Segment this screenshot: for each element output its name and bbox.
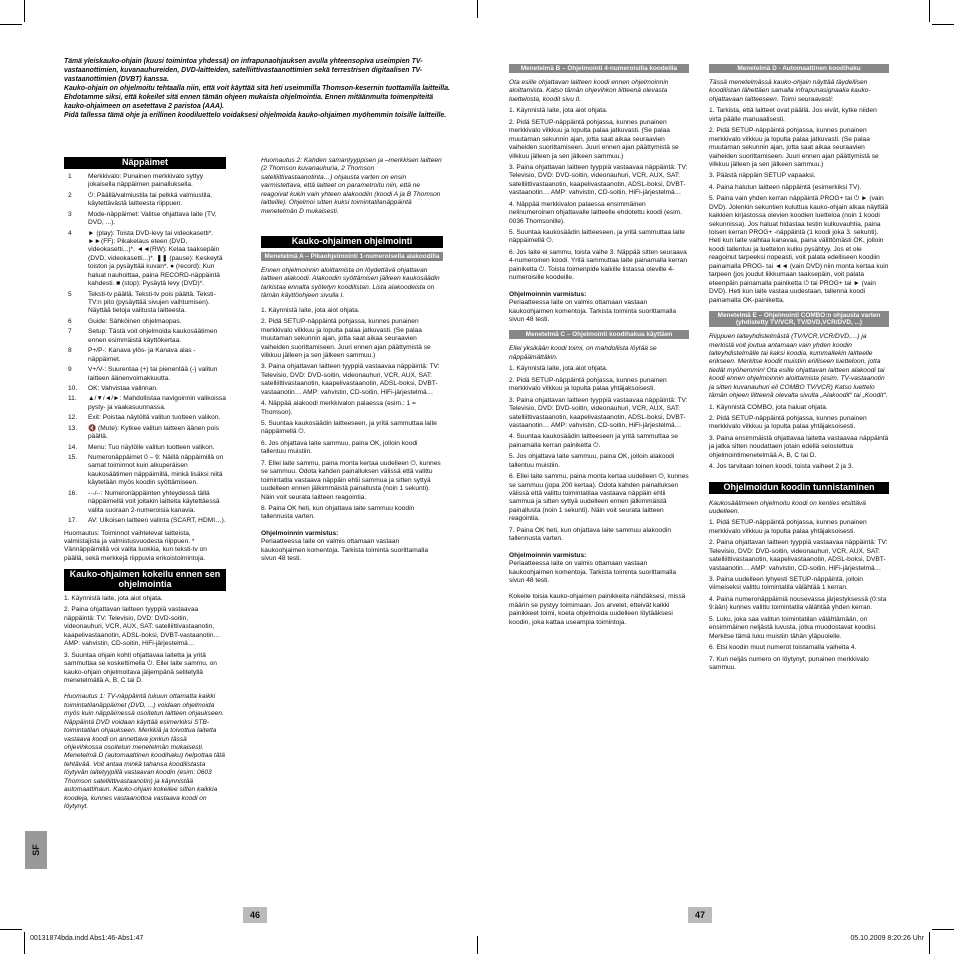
key-item (64, 347, 226, 364)
method-a-verify-text: Periaatteessa laite on valmis ottamaan vastaan kaukoohjaimen komentoja. Tarkista toiminta suorittamalla sivun 48 testi. (261, 538, 429, 563)
key-item (64, 385, 226, 393)
remark-2: Huomautus 2: Kahden samantyyppisen ja –merkkisen laitteen (2 Thomson kuvanauhuria, 2 Thomson satelliittivastaanotinta…) ohjausta varten on ensin varmistettava, että laitteet on parametroitu niin, että ne reagoivat kukin vain yhteen alakoodiin (koodi A ja B Thomson laitteille). Ohjelmoi sitten kuksi toimintatilanäppäintä menetelmän D mukaisesti. (261, 157, 442, 215)
key-item (64, 192, 226, 209)
page-number-left: 46 (243, 907, 267, 923)
keys-note: Huomautus: Toiminnot vaihtelevat laitteista, valmistajista ja valmistusvuodesta riippuen. * Värinäppäimillä voi valita luokkia, kun teksti-tv on päällä, sekä merkkejä riippuvia erikoistoimintoja. (64, 529, 207, 562)
method-b-step: 3. Paina ohjattavan laitteen tyyppiä vastaavaa näppäintä: TV: Televisio, DVD: DVD-soitin, videonauhuri, VCR, AUX, SAT: satelliittivastaanotin, kaapelivastaanotin, ADSL-boksi, DVBT-vastaanotin… AMP: vahvistin, CD-soitin, HiFi-järjestelmä… (509, 163, 688, 197)
key-item (64, 328, 226, 345)
key-number: 10. (68, 384, 78, 392)
intro-paragraph: Kauko-ohjain on ohjelmoitu tehtaalla niin, että voit käyttää sitä heti useimmilla Thomson-kesernin tuottamilla laitteilla. Ehdotamme siksi, että kokeilet sitä ennen tämän ohjeen mukaista ohjelmointia. Ennen mitäänmuita toimenpiteitä kauko-ohjaimeen on asetettava 2 paristoa (AAA). (64, 84, 450, 110)
method-a-step: 4. Näppää alakoodi merkkivalon palaessa (esim.: 1 = Thomson). (261, 400, 416, 416)
method-d-step: 1. Tarkista, että laitteet ovat päällä. Jos eivät, kytke niiden virta päälle manuaalisesti. (709, 107, 877, 123)
key-item (64, 395, 226, 412)
key-number: 6 (68, 317, 72, 325)
code-search-step: 1. Pidä SETUP-näppäintä pohjassa, kunnes punainen merkkivalo vilkkuu ja lopulta palaa yhtäjaksoisesti. (709, 519, 867, 535)
column-3 (509, 64, 689, 630)
code-search-step: 3. Paina uudelleen lyhyesti SETUP-näppäintä, jolloin viimeiseksi valittu toimintatila välähtää 1 kerran. (709, 576, 863, 592)
method-d-intro: Tässä menetelmässä kauko-ohjain näyttää täydellisen koodilistan lähettäen samalla infrapunasignaalia kauko-ohjattavaan laitteeseen. Toimi seuraavasti: (709, 79, 871, 103)
key-description: Guide: Sähköinen ohjelmaopas. (88, 317, 182, 325)
method-d-heading: Menetelmä D - Automaattinen koodihaku (709, 64, 889, 73)
intro-paragraph: Tämä yleiskauko-ohjain (kuusi toimintoa yhdessä) on infrapunaohjauksen avulla yhteensopiva useimpien TV-vastaanottimien, kuvanauhureiden, DVD-laitteiden, satelliittivastaanottimien sekä terrestrisen digitaalisen TV-vastaanottimien (DVBT) kanssa. (64, 58, 423, 83)
method-b-verify-text: Periaatteessa laite on valmis ottamaan vastaan kaukoohjaimen komentoja. Tarkista toiminta suorittamalla sivun 48 testi. (509, 299, 677, 323)
column-2 (261, 157, 443, 567)
keys-heading: Näppäimet (64, 157, 226, 169)
method-e-step: 3. Paina ensimmäistä ohjattavaa laitetta vastaavaa näppäintä ja jatka sitten noudattaen jotain edellä selostettua ohjelmointimenetelmää A, B, C tai D. (709, 434, 889, 459)
method-b-step: 1. Käynnistä laite, jota aiot ohjata. (509, 107, 608, 115)
column-1 (64, 157, 226, 815)
try-step: 2. Paina ohjattavan laitteen tyyppiä vastaavaa näppäintä: TV: Televisio, DVD: DVD-soitin, videonauhuri, VCR, AUX, SAT: satelliittivastaanotin, kaapelivastaanotin, ADSL-boksi, DVBT-vastaanotin… AMP: vahvistin, CD-soitin, HiFi-järjestelmä… (64, 606, 221, 648)
crop-mark (929, 0, 930, 22)
programming-heading: Kauko-ohjaimen ohjelmointi (261, 236, 443, 248)
method-c-step: 3. Paina ohjattavan laitteen tyyppiä vastaavaa näppäintä: TV: Televisio, DVD: DVD-soitin, videonauhuri, VCR, AUX, SAT: satelliittivastaanotin, kaapelivastaanotin, ADSL-boksi, DVBT-vastaanotin… AMP: vahvistin, CD-soitin, HiFi-järjestelmä… (509, 396, 688, 429)
key-number: 5 (68, 290, 72, 298)
key-description: Merkkivalo: Punainen merkkivalo syttyy jokaisella näppäimen painalluksella. (88, 172, 204, 189)
method-a-heading: Menetelmä A – Pikaohjelmointi 1-numeroisella alakoodilla (261, 252, 443, 261)
method-b-step: 6. Jos laite ei sammu, toista vaihe 3. Näppää sitten seuraava 4-numeroinen koodi. Yritä sammuttaa laite painamalla kerran painiketta ⏻. Toista toimenpide kaikille listassa oleville 4-numeroisille koodeille. (509, 248, 688, 282)
language-tab (25, 831, 47, 869)
method-c-intro: Ellei yksikään koodi toimi, on mahdollista löytää se näppäämättäkin. (509, 345, 657, 361)
method-d-step: 3. Päästä näppäin SETUP vapaaksi. (709, 172, 816, 180)
key-number: 2 (68, 191, 72, 199)
key-description: Menu: Tuo näytölle valitun tuotteen valikon. (88, 443, 215, 451)
key-description: V+/V-: Suurentaa (+) tai pienentää (-) valitun laitteen äänenvoimakkuutta. (88, 366, 218, 382)
key-description: ⏻: Päällä/valmiustila tai pelkkä valmiustila, käytettävästä laitteesta riippuen. (88, 191, 212, 208)
key-description: Setup: Tästä voit ohjelmoida kaukosäätimen ennen esimmäistä käyttökertaa. (88, 328, 218, 344)
key-item (64, 414, 226, 422)
key-description: Mode-näppäimet: Valitse ohjattava laite (TV, DVD, ...). (88, 210, 217, 227)
method-e-step: 2. Pidä SETUP-näppäintä pohjassa, kunnes punainen merkkivalo vilkkuu ja lopulta palaa yhtäjaksoisesti. (709, 415, 867, 431)
keys-list (64, 173, 226, 526)
key-description: -·-/-·: Numeronäppäinten yhteydessä tällä näppäimellä voit joitakin laitteita käytettäessä valita suoraan 2-numeroisia kanavia. (88, 489, 220, 514)
key-number: 9 (68, 366, 72, 374)
key-description: Teksti-tv päällä. Teksti-tv pois päältä. Teksti-TV:n pito (pysäyttää sivujen vaihtumisen). Näyttää tietoja valitusta laitteesta. (88, 290, 216, 315)
key-number: 3 (68, 210, 72, 218)
footer-file-info: 00131874bda.indd Abs1:46-Abs1:47 (30, 935, 144, 942)
crop-mark (932, 929, 954, 930)
key-number: 4 (68, 229, 72, 237)
key-description: OK: Vahvistaa valinnan. (88, 384, 158, 392)
method-a-step: 6. Jos ohjattava laite sammuu, paina OK, jolloin koodi tallentuu muistiin. (261, 439, 418, 456)
method-e-step: 1. Käynnistä COMBO, jota haluat ohjata. (709, 403, 828, 411)
code-search-step: 5. Luku, joka saa valitun toimintatilan välähtämään, on ensimmäinen neljästä luvusta, jotka muodostavat koodisi. Merkitse tämä luku muistiin tähän yläpuolelle. (709, 615, 877, 640)
method-c-verify-text: Periaatteessa laite on valmis ottamaan vastaan kaukoohjaimen komentoja. Tarkista toiminta suorittamalla sivun 48 testi. (509, 560, 677, 584)
key-number: 1 (68, 172, 72, 180)
key-description: ▲/▼/◄/►: Mahdollistaa navigoinnin valikoissa pysty- ja vaakasuunnassa. (88, 395, 226, 411)
crop-mark (932, 24, 954, 25)
key-number: 13. (68, 424, 78, 432)
key-item (64, 230, 226, 289)
key-item (64, 291, 226, 316)
key-description: Exit: Poistaa näytöltä valitun tuotteen valikon. (88, 414, 221, 422)
page-number-right: 47 (688, 907, 712, 923)
try-heading: Kauko-ohjaimen kokeilu ennen sen ohjelmointia (64, 569, 226, 591)
method-c-step: 5. Jos ohjattava laite sammuu, paina OK, jolloin alakoodi tallentuu muistiin. (509, 453, 675, 469)
key-item (64, 454, 226, 488)
method-c-step: 1. Käynnistä laite, jota aiot ohjata. (509, 365, 608, 373)
method-b-step: 5. Suuntaa kaukosäädin laitteeseen, ja yritä sammuttaa laite näppäimellä ⏻. (509, 229, 685, 245)
crop-mark (24, 932, 25, 954)
key-item (64, 425, 226, 442)
method-a-step: 1. Käynnistä laite, jota aiot ohjata. (261, 306, 360, 314)
method-e-step: 4. Jos tarvitaan toinen koodi, toista vaiheet 2 ja 3. (709, 463, 854, 471)
method-c-verify-title: Ohjelmoinnin varmistus: (509, 551, 587, 559)
code-search-step: 4. Paina numeronäppäimiä nousevassa järjestyksessä (0:sta 9:ään) kunnes valittu toimintatila välähtää yhden kerran. (709, 595, 887, 612)
key-number: 17. (68, 517, 78, 525)
key-description: P+/P-: Kanava ylös- ja Kanava alas -näppäimet. (88, 347, 196, 363)
method-c-step: 6. Ellei laite sammu, paina monta kertaa uudelleen ⏻, kunnes se sammuu (jopa 200 kertaa). Odota kahden painalluksen välissä että valittu toimintatilaa vastaava näppäin ehtii sammua ja sitten syttyä uudelleen ennen jälkimmäistä painallusta (noin 1 sekunti). Näin voit seurata laitteen reagointia. (509, 473, 689, 523)
key-item (64, 318, 226, 326)
code-search-heading: Ohjelmoidun koodin tunnistaminen (709, 482, 889, 494)
method-a-step: 7. Ellei laite sammu, paina monta kertaa uudelleen ⏻, kunnes se sammuu. Odota kahden painalluksen välissä että valittu toimintatila vastaava näppäin ehtii sammua ja sitten syttyä uudelleen ennen jälkimmäistä painallusta (noin 1 sekunti). Näin voit seurata laitteen reagointia. (261, 459, 441, 501)
method-a-verify-title: Ohjelmoinnin varmistus: (261, 529, 339, 537)
crop-mark (0, 24, 22, 25)
method-b-verify-title: Ohjelmoinnin varmistus: (509, 290, 587, 298)
method-c-step: 2. Pidä SETUP-näppäintä pohjassa, kunnes punainen merkkivalo vilkkuu ja lopulta palaa yhtäjaksoisesti. (509, 376, 667, 393)
key-number: 14. (68, 443, 78, 451)
method-d-step: 2. Pidä SETUP-näppäintä pohjassa, kunnes punainen merkkivalo vilkkuu ja lopulta palaa jatkuvasti. (Se palaa muutaman sekunnin ajan, jotta saat aikaa seuraavien vaiheiden suorittamiseen. Juuri ennen ajan päättymistä se vilkkuu jälleen ja sen jälkeen sammuu.) (709, 127, 879, 168)
key-number: 15. (68, 454, 78, 462)
remark-1: Huomautus 1: TV-näppäintä lukuun ottamatta kaikki toimintatilanäppäimet (DVD, ...) voidaan ohjelmoida myös kuin näppäimessä osoitetun laitteen ohjaukseen. Näppäintä DVD voidaan käyttää esimerkiksi STB-toimintatilan ohjaukseen. Merkkiä ja toivottua laitetta vastaava koodi on annettava jonkun tässä ohjevihkossa osoitetun menetelmän mukaisesti. Menetelmä D (automaattinen koodihaku) helpottaa tätä tehtävää. Voit antaa minkä tahansa koodilistasta löytyvän laitetyypillä vastaavan koodin (esim: 0603 Thomson satelliittivastaanotin) ja käynnistää automaattihaun. Kauko-ohjain kokeilee sitten kaikkia koodeja, kunnes vastaanottoa vastaava koodi on löytynyt. (64, 693, 225, 811)
crop-mark (477, 936, 478, 954)
key-number: 7 (68, 328, 72, 336)
key-description: Numeronäppäimet 0 – 9: Näillä näppäimillä on samat toiminnot kuin alkuperäisen kaukosäätimen näppäimillä, minkä lisäksi niitä käytetään myös koodin syöttämiseen. (88, 454, 224, 487)
key-description: ► (play): Toista DVD-levy tai videokasetti*. ►►(FF): Pikakelaus eteen (DVD, videokasetti...)*. ◄◄(RW): Kelaa taaksepäin (DVD, videokasetti...)*. ❚❚ (pause): Keskeytä toiston ja pysäyttää kuvan*. ● (record): Kun haluat nauhoittaa, paina RECORD-näppäintä kahdesti. ■ (stop): Pysäytä levy (DVD)*. (88, 229, 223, 288)
method-d-step: 5. Paina vain yhden kerran näppäintä PROG+ tai ⏻ ► (vain DVD). Jolenkin sekuntien kuluttua kauko-ohjain alkaa näyttää kaikkien kirjastossa olevien koodien luetteloa (noin 1 koodi sekunnissa). Jos haluat hidastaa testin kulkuvauhtia, paina toisen kerran PROG+ -näppäintä (1 koodi joka 3. sekunti). Heti kun laite vaihtaa kanavaa, paina välittömästi OK, jolloin koodi tallentuu ja luettelon kulku pysähtyy. Jos et ole reagoinut tarpeeksi nopeasti, voit palata edelliseen koodiin painamalla PROG- tai ◄◄ (vain DVD) niin monta kertaa kuin tarpeen (jos joudut liikkumaan taaksepäin, voit palata eteenpäin painamalla painiketta ⏻ tai PROG+ tai ► (vain DVD). Heti kun laite vastaa uudestaan, tallenna koodi painamalla OK-painiketta. (709, 195, 889, 304)
method-b-step: 4. Näppää merkkivalon palaessa ensimmäinen nelinumeroinen ohjattavalle laitteelle ehdotettu koodi (esim. 0036 Thomsonille). (509, 200, 683, 225)
code-search-intro: Kaukosäätimeen ohjelmoitu koodi on kenties etsittävä uudelleen. (709, 499, 866, 515)
key-number: 11. (68, 395, 77, 403)
footer-timestamp: 05.10.2009 8:20:26 Uhr (850, 935, 924, 942)
key-number: 12. (68, 414, 78, 422)
code-search-step: 2. Paina ohjattavan laitteen tyyppiä vastaavaa näppäintä: TV: Televisio, DVD: DVD-soitin, videonauhuri, VCR, AUX, SAT: satelliittivastaanotin, kaapelivastaanotin, ADSL-boksi, DVBT-vastaanotin… AMP: vahvistin, CD-soitin, HiFi-järjestelmä… (709, 539, 888, 572)
method-a-step: 8. Paina OK heti, kun ohjattava laite sammuu koodin tallennusta varten. (261, 504, 415, 521)
method-a-step: 5. Suuntaa kaukosäädin laitteeseen, ja yritä sammuttaa laite näppäimellä ⏻. (261, 420, 437, 436)
code-search-step: 6. Etsi koodin muut numerot toistamalla vaiheita 4. (709, 644, 857, 652)
key-item (64, 211, 226, 228)
intro-text (64, 58, 451, 121)
method-d-step: 4. Paina halutun laitteen näppäintä (esimerkiksi TV). (709, 183, 862, 191)
method-e-intro: Riippuen laiteyhdistelmästä (TV/VCR,VCR/DVD,…) ja merkistä voit joutua antamaan vain yhden koodin laiteyhdistelmälle tai kaksi koodia, kummallekin laitteelle erikseen. Merkitse koodit muistiin erilliseen luetteloon, jotta tiedät myöhemmin! Ota esille ohjattavan laitteen alakoodi tai koodi ennen ohjelmoinnin aloittamista (esim. TV-vastaanotin ja sitten kuvanauhuri eli COMBO TV/VCR) Katso luettelo tämän ohjeen liitteenä olevalta sivulta „Alakoodit“ tai „Koodit“. (709, 333, 888, 400)
method-c-step: 4. Suuntaa kaukosäädin laitteeseen ja yritä sammuttaa se painamalla kerran painiketta ⏻. (509, 433, 678, 449)
intro-paragraph: Pidä tallessa tämä ohje ja erillinen koodiluettelo voidaksesi ohjelmoida kauko-ohjaimen myöhemmin toisille laitteille. (64, 111, 447, 119)
method-b-intro: Ota esille ohjattavan laitteen koodi ennen ohjelmoinnin aloittamista. Katso tämän ohjevihkon liitteenä olevasta luettelosta, koodit sivu II. (509, 79, 669, 103)
crop-mark (477, 0, 478, 18)
column-4 (709, 64, 889, 675)
crop-mark (24, 0, 25, 22)
key-number: 8 (68, 347, 72, 355)
key-item (64, 490, 226, 515)
method-e-heading: Menetelmä E – Ohjelmointi COMBO:n ohjausta varten (yhdistetty TV/VCR, TV/DVD,VCR/DVD, ...) (709, 311, 889, 327)
key-item (64, 173, 226, 190)
method-c-outro: Kokeile toisia kauko-ohjaimen painikkeita nähdäksesi, missä määrin se pystyy toimimaan. Jos arvelet, etteivät kaikki painikkeet toimi, koeta ohjelmoida uudelleen löytääksesi koodin, joka kattaa useampia toimintoja. (509, 593, 686, 626)
key-item (64, 517, 226, 525)
key-item (64, 366, 226, 383)
method-b-heading: Menetelmä B – Ohjelmointi 4-numeroisilla koodeilla (509, 64, 689, 73)
method-c-step: 7. Paina OK heti, kun ohjattava laite sammuu alakoodin tallennusta varten. (509, 526, 672, 543)
try-step: 1. Käynnistä laite, jota aiot ohjata. (64, 595, 163, 603)
language-tab-label: SF (30, 844, 41, 856)
key-description: 🔇 (Mute): Kytkee valitun laitteen äänen pois päältä. (88, 424, 219, 441)
method-a-intro: Ennen ohjelmoinnin aloittamista on löydettävä ohjattavan laitteen alakoodi. Alakoodin syöttämisen jälkeen kaukosäädin tarkistaa ennalta syötetyn koodilistan. Lista alakoodeista on tämän käyttöohjeen sivulla I. (261, 267, 440, 300)
crop-mark (929, 932, 930, 954)
key-item (64, 444, 226, 452)
method-b-step: 2. Pidä SETUP-näppäintä pohjassa, kunnes punainen merkkivalo vilkkuu ja lopulta palaa jatkuvasti. (Se palaa muutaman sekunnin ajan, jotta saat aikaa seuraavien vaiheiden suorittamiseen. Juuri ennen ajan päättymistä se vilkkuu jälleen ja sen jälkeen sammuu.) (509, 118, 679, 160)
crop-mark (0, 929, 22, 930)
key-description: AV: Ulkoisen laitteen valinta (SCART, HDMI…). (88, 517, 226, 525)
try-step: 3. Suuntaa ohjain kohti ohjattavaa laitetta ja yritä sammuttaa se koskettimella ⏻. Ellei laite sammu, on kauko-ohjain ohjelmoitava jäljempänä selitetyllä menetelmällä A, B, C tai D. (64, 651, 217, 684)
method-a-step: 3. Paina ohjattavan laitteen tyyppiä vastaavaa näppäintä: TV: Televisio, DVD: DVD-soitin, videonauhuri, VCR, AUX, SAT: satelliittivastaanotin, kaapelivastaanotin, ADSL-boksi, DVBT-vastaanotin… AMP: vahvistin, CD-soitin, HiFi-järjestelmä… (261, 363, 440, 396)
method-c-heading: Menetelmä C – Ohjelmointi koodihakua käyttäen (509, 330, 689, 339)
key-number: 16. (68, 489, 78, 497)
method-a-step: 2. Pidä SETUP-näppäintä pohjassa, kunnes punainen merkkivalo vilkkuu ja lopulta palaa jatkuvasti. (Se palaa muutaman sekunnin ajan, jotta saat aikaa seuraavien vaiheiden suorittamiseen. Juuri ennen ajan päättymistä se vilkkuu jälleen ja sen jälkeen sammuu.) (261, 318, 431, 359)
code-search-step: 7. Kun neljäs numero on löytynyt, punainen merkkivalo sammuu. (709, 655, 869, 671)
